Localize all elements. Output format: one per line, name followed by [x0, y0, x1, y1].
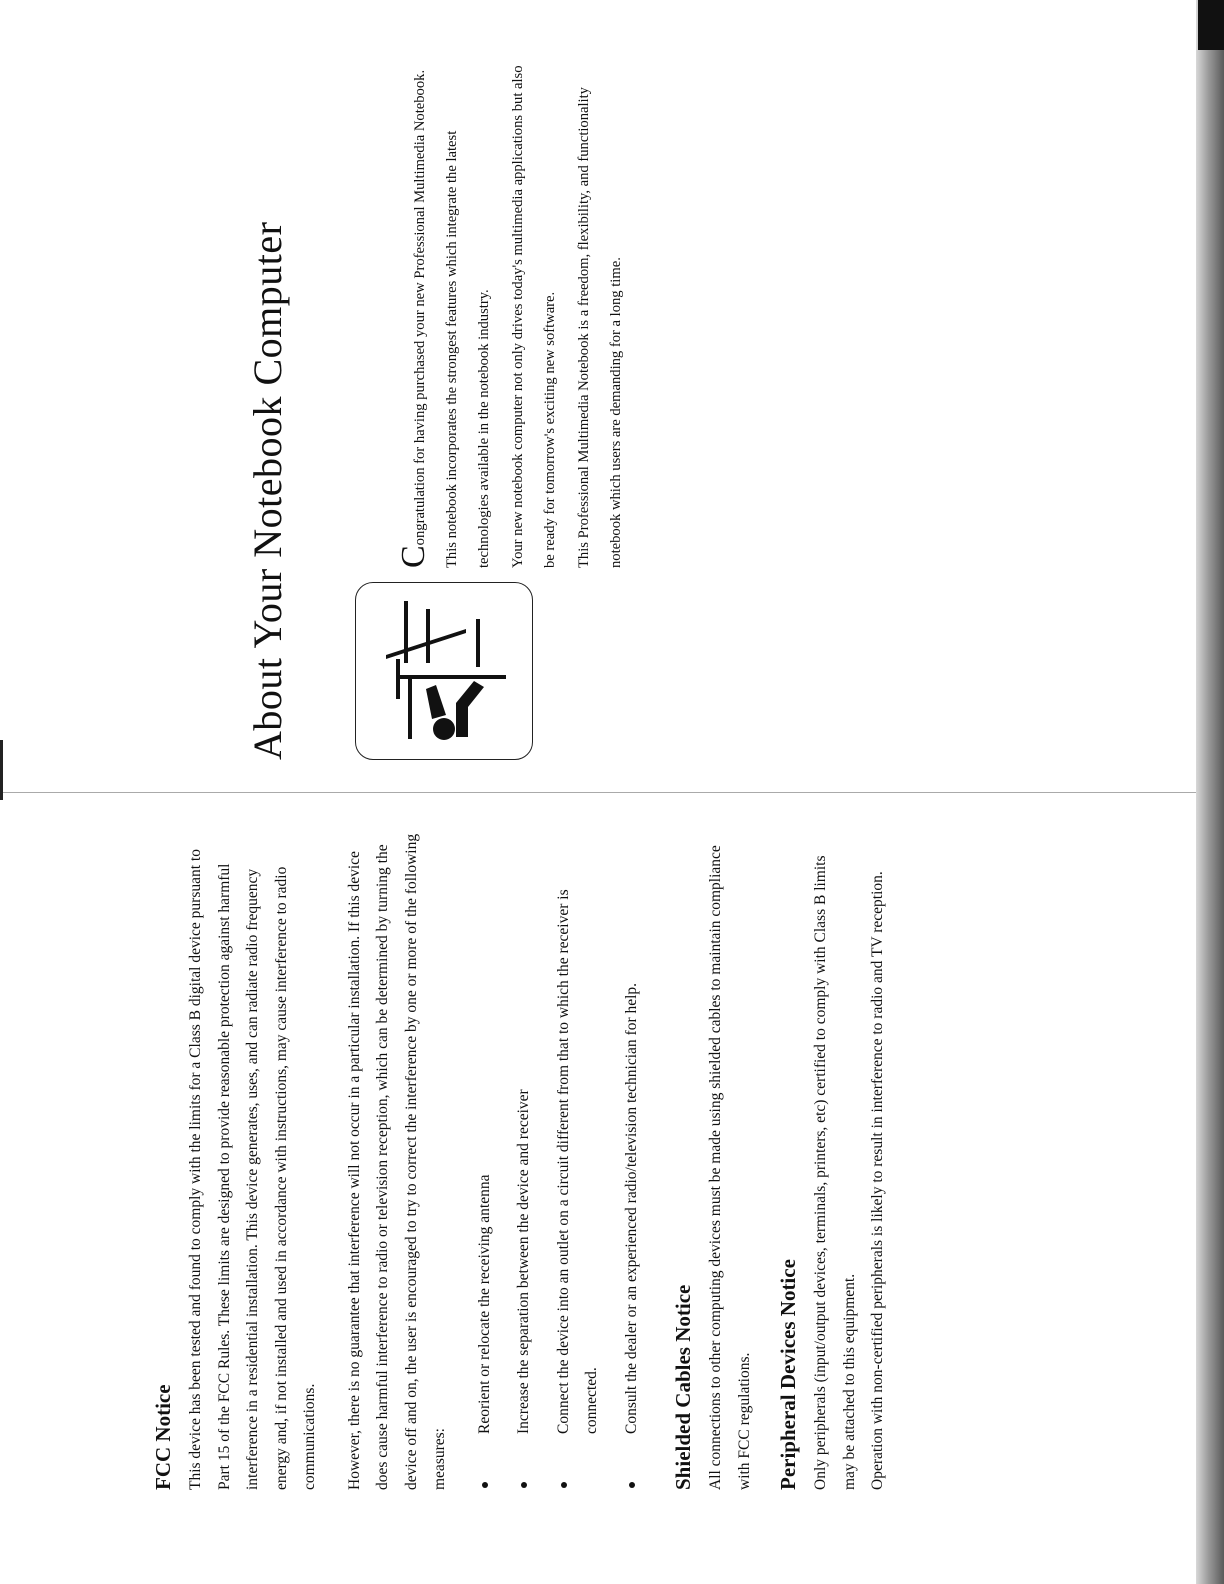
bullet-icon	[482, 1482, 488, 1488]
measure-text: Reorient or relocate the receiving antenna	[475, 1174, 493, 1434]
scan-edge	[1196, 0, 1224, 1584]
list-item	[510, 830, 539, 1490]
scan-edge-dark	[1198, 0, 1224, 50]
about-paragraph-3: This Professional Multimedia Notebook is a freedom, flexibility, and functionality notebook which users are demanding for a long time.	[576, 87, 624, 568]
bullet-icon	[521, 1482, 527, 1488]
bullet-icon	[561, 1482, 567, 1488]
intro-text: ongratulation for having purchased your new Professional Multimedia Notebook. This notebook incorporates the strongest features which integrate the latest technologies available in the notebook industry.	[412, 69, 492, 568]
page-fold	[0, 792, 1196, 793]
list-item	[618, 830, 647, 1490]
about-body	[355, 60, 634, 760]
fcc-paragraph-1: This device has been tested and found to comply with the limits for a Class B digital device pursuant to Part 15 of the FCC Rules. These limits are designed to provide reasonable protection against harmful interference in a residential installation. This device generates, uses, and can radiate radio frequency energy and, if not installed and used in accordance with instructions, may cause interference to radio communications.	[187, 849, 318, 1490]
about-paragraph-2: Your new notebook computer not only drives today's multimedia applications but also be ready for tomorrow's exciting new software.	[510, 65, 558, 568]
measure-text: Connect the device into an outlet on a circuit different from that to which the receiver is connected.	[554, 889, 600, 1434]
drop-cap: C	[395, 545, 432, 568]
spine-mark	[0, 740, 3, 800]
fcc-paragraph-2: However, there is no guarantee that interference will not occur in a particular installation. If this device does cause harmful interference to radio or television reception, which can be determined by turning the device off and on, the user is encouraged to try to correct the interference by one or more of the following measures:	[345, 833, 448, 1490]
intro-paragraph	[395, 60, 500, 568]
about-text	[355, 60, 634, 568]
person-at-computer-icon-graphic	[356, 584, 531, 759]
shielded-cables-text: All connections to other computing devices must be made using shielded cables to maintain compliance with FCC regulations.	[707, 845, 753, 1490]
list-item	[550, 830, 607, 1490]
measure-text: Consult the dealer or an experienced radio/television technician for help.	[622, 982, 640, 1434]
peripheral-devices-title: Peripheral Devices Notice	[776, 1259, 800, 1490]
bullet-icon	[629, 1482, 635, 1488]
about-page	[245, 60, 624, 760]
page-title: About Your Notebook Computer	[245, 221, 290, 760]
measure-text: Increase the separation between the device and receiver	[515, 1089, 532, 1434]
peripheral-devices-text-1: Only peripherals (input/output devices, terminals, printers, etc) certified to comply with Class B limits may be attached to this equipment.	[812, 855, 858, 1490]
shielded-cables-title: Shielded Cables Notice	[671, 1284, 695, 1490]
measures-list	[471, 830, 647, 1490]
fcc-page	[150, 830, 1000, 1490]
person-at-computer-icon	[355, 582, 533, 760]
peripheral-devices-text-2: Operation with non-certified peripherals is likely to result in interference to radio and TV reception.	[869, 871, 886, 1490]
list-item	[471, 830, 500, 1490]
fcc-notice-title: FCC Notice	[151, 1384, 175, 1490]
